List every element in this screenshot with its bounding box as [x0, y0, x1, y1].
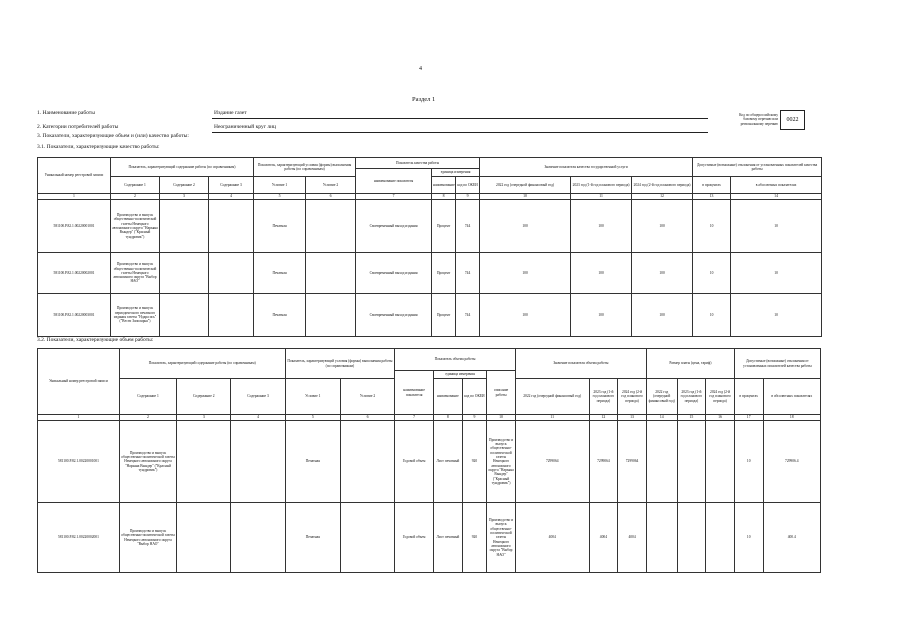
q-indicator: Своевременный выход издания	[356, 200, 432, 253]
table-row	[38, 503, 821, 573]
v-head-unit-name: наименование	[434, 379, 463, 415]
v-price-2022	[646, 503, 677, 573]
v-colnum: 6	[340, 415, 394, 421]
q-head-year1: 2022 год (очередной финансовый год)	[480, 177, 571, 194]
q-head-content-group: Показатель, характеризующий содержание работы (по справочникам)	[111, 158, 254, 177]
q-content3	[209, 253, 254, 294]
q-colnum: 1	[38, 194, 111, 200]
q-colnum: 10	[480, 194, 571, 200]
q-value-2023: 100	[571, 200, 632, 253]
v-head-price3: 2024 год (2-й год планового периода)	[706, 379, 735, 415]
v-head-content2: Содержание 2	[177, 379, 231, 415]
q-value-2024: 100	[632, 253, 693, 294]
q-dev-pct: 10	[693, 200, 731, 253]
v-cond1: Печатная	[285, 503, 340, 573]
v-price-2023	[677, 421, 706, 503]
q-value-2022: 100	[480, 294, 571, 337]
q-dev-abs: 10	[731, 294, 822, 337]
v-colnum: 18	[763, 415, 820, 421]
q-value-2023: 100	[571, 253, 632, 294]
v-head-dev-pct: в процентах	[734, 379, 763, 415]
q-colnum: 13	[693, 194, 731, 200]
q-cond2	[306, 253, 356, 294]
q-head-registry: Уникальный номер реестровой записи	[38, 158, 111, 194]
volume-section-title: 3.2. Показатели, характеризующие объем работы:	[37, 337, 154, 343]
q-value-2024: 100	[632, 200, 693, 253]
v-cond2	[340, 503, 394, 573]
volume-table	[37, 348, 821, 573]
v-value-2024: 4004	[618, 503, 647, 573]
page-number: 4	[419, 66, 422, 72]
v-head-dev-abs: в абсолютных показателях	[763, 379, 820, 415]
q-colnum: 6	[306, 194, 356, 200]
table-row	[38, 294, 822, 337]
v-head-deviation-group: Допустимые (возможные) отклонения от установленных показателей качества работы	[734, 349, 820, 379]
v-price-2024	[706, 503, 735, 573]
v-content1: Производство и выпуск общественно-политической газеты Ненецкого автономного округа "Нарьяна Вындер" ("Красный тундровик")	[119, 421, 176, 503]
v-cond2	[340, 421, 394, 503]
q-content3	[209, 200, 254, 253]
v-colnum: 13	[618, 415, 647, 421]
v-indicator: Годовой объем	[395, 503, 434, 573]
v-head-content3: Содержание 3	[231, 379, 285, 415]
table-row	[38, 200, 822, 253]
q-head-okei: код по ОКЕИ	[456, 177, 480, 194]
v-value-2024: 7299064	[618, 421, 647, 503]
q-colnum: 14	[731, 194, 822, 200]
q-unit: Процент	[432, 200, 456, 253]
q-cond1: Печатная	[254, 294, 306, 337]
v-head-price2: 2023 год (1-й год планового периода)	[677, 379, 706, 415]
v-head-conditions-group: Показатель, характеризующий условия (формы) выполнения работы (по справочникам)	[285, 349, 395, 379]
v-head-cond1: Условие 1	[285, 379, 340, 415]
q-colnum: 2	[111, 194, 160, 200]
v-dev-abs: 400.4	[763, 503, 820, 573]
v-price-2023	[677, 503, 706, 573]
q-value-2024: 100	[632, 294, 693, 337]
v-head-year2: 2023 год (1-й год планового периода)	[589, 379, 618, 415]
q-content1: Производство и выпуск общественно-политической газеты Ненецкого автономного округа "Выбор НАО"	[111, 253, 160, 294]
v-value-2022: 4004	[515, 503, 589, 573]
category-label: 2. Категории потребителей работы	[37, 124, 119, 130]
q-head-content3: Содержание 3	[209, 177, 254, 194]
q-head-values-group: Значение показателя качества государственной услуги	[480, 158, 693, 177]
v-value-2023: 4004	[589, 503, 618, 573]
category-value: Неограниченный круг лиц	[214, 124, 276, 130]
code-box-label: Код по общероссийскому базовому перечню или региональному перечню	[739, 113, 778, 126]
v-work-desc: Производство и выпуск общественно-политической газеты Ненецкого автономного округа "Нарьяна Вындер" ("Красный тундровик")	[487, 421, 516, 503]
q-content1: Производство и выпуск общественно-политической газеты Ненецкого автономного округа "Нарьяна Вындер" ("Красный тундровик")	[111, 200, 160, 253]
v-content2	[177, 421, 231, 503]
q-colnum: 12	[632, 194, 693, 200]
v-colnum: 15	[677, 415, 706, 421]
v-dev-pct: 10	[734, 503, 763, 573]
v-head-work-desc: описание работы	[487, 371, 516, 415]
q-indicator: Своевременный выход издания	[356, 253, 432, 294]
q-content1: Производство и выпуск периодического печатного издания газеты "Ндара ись" ("Вести Заполярья")	[111, 294, 160, 337]
q-value-2022: 100	[480, 200, 571, 253]
category-underline	[212, 132, 708, 133]
q-colnum: 7	[356, 194, 432, 200]
v-colnum: 12	[589, 415, 618, 421]
v-colnum: 4	[231, 415, 285, 421]
q-dev-pct: 10	[693, 294, 731, 337]
v-okei: 920	[462, 503, 487, 573]
v-head-content1: Содержание 1	[119, 379, 176, 415]
work-name-underline	[212, 118, 708, 119]
q-okei: 744	[456, 294, 480, 337]
q-colnum: 8	[432, 194, 456, 200]
v-cond1: Печатная	[285, 421, 340, 503]
q-head-year2: 2023 год (1-й год планового периода)	[571, 177, 632, 194]
q-cond1: Печатная	[254, 200, 306, 253]
v-colnum: 2	[119, 415, 176, 421]
quality-table	[37, 157, 822, 337]
work-name-label: 1. Наименование работы	[37, 110, 95, 116]
q-colnum: 3	[160, 194, 209, 200]
q-head-dev-pct: в процентах	[693, 177, 731, 194]
v-colnum: 17	[734, 415, 763, 421]
q-registry: 581100.Р.82.1.00220001001	[38, 200, 111, 253]
q-head-content2: Содержание 2	[160, 177, 209, 194]
section-title: Раздел 1	[412, 96, 436, 103]
q-head-indicator-name: наименование показателя	[356, 169, 432, 194]
v-colnum: 8	[434, 415, 463, 421]
v-head-okei: код по ОКЕИ	[462, 379, 487, 415]
v-price-2022	[646, 421, 677, 503]
v-indicator: Годовой объем	[395, 421, 434, 503]
v-colnum: 7	[395, 415, 434, 421]
v-work-desc: Производство и выпуск общественно-политической газеты Ненецкого автономного округа "Выбор НАО"	[487, 503, 516, 573]
q-value-2022: 100	[480, 253, 571, 294]
v-head-registry: Уникальный номер реестровой записи	[38, 349, 120, 415]
v-content1: Производство и выпуск общественно-политической газеты Ненецкого автономного округа "Выбор НАО"	[119, 503, 176, 573]
q-head-conditions-group: Показатель, характеризующий условия (формы) выполнения работы (по справочникам)	[254, 158, 356, 177]
q-colnum: 5	[254, 194, 306, 200]
q-dev-pct: 10	[693, 253, 731, 294]
v-unit: Лист печатный	[434, 503, 463, 573]
table-row	[38, 421, 821, 503]
code-box: 0022	[780, 110, 805, 130]
v-value-2023: 7299064	[589, 421, 618, 503]
v-content2	[177, 503, 231, 573]
q-okei: 744	[456, 200, 480, 253]
v-colnum: 11	[515, 415, 589, 421]
v-colnum: 10	[487, 415, 516, 421]
q-value-2023: 100	[571, 294, 632, 337]
v-head-year3: 2024 год (2-й год планового периода)	[618, 379, 647, 415]
v-colnum: 5	[285, 415, 340, 421]
v-colnum: 16	[706, 415, 735, 421]
v-price-2024	[706, 421, 735, 503]
v-content3	[231, 503, 285, 573]
q-head-content1: Содержание 1	[111, 177, 160, 194]
v-head-volume-group: Показатель объема работы	[395, 349, 516, 371]
v-colnum: 14	[646, 415, 677, 421]
q-content2	[160, 253, 209, 294]
v-dev-abs: 729906.4	[763, 421, 820, 503]
quality-section-title: 3.1. Показатели, характеризующие качество работы:	[37, 144, 160, 150]
q-colnum: 11	[571, 194, 632, 200]
v-colnum: 9	[462, 415, 487, 421]
v-content3	[231, 421, 285, 503]
work-name-value: Издание газет	[214, 110, 247, 116]
q-dev-abs: 10	[731, 253, 822, 294]
q-content2	[160, 294, 209, 337]
q-head-unit-name: наименование	[432, 177, 456, 194]
q-content2	[160, 200, 209, 253]
q-registry: 581100.Р.82.1.00220002001	[38, 253, 111, 294]
q-head-unit-group: единица измерения	[432, 169, 480, 177]
q-colnum: 4	[209, 194, 254, 200]
q-head-quality-group: Показатель качества работы	[356, 158, 480, 169]
q-cond1: Печатная	[254, 253, 306, 294]
q-unit: Процент	[432, 294, 456, 337]
v-head-values-group: Значение показателя объема работы	[515, 349, 646, 379]
v-unit: Лист печатный	[434, 421, 463, 503]
v-head-unit-group: единица измерения	[434, 371, 487, 379]
q-content3	[209, 294, 254, 337]
table-row	[38, 253, 822, 294]
q-head-dev-abs: в абсолютных показателях	[731, 177, 822, 194]
q-okei: 744	[456, 253, 480, 294]
v-head-year1: 2022 год (очередной финансовый год)	[515, 379, 589, 415]
v-value-2022: 7299064	[515, 421, 589, 503]
v-head-content-group: Показатель, характеризующий содержание работы (по справочникам)	[119, 349, 285, 379]
q-head-cond2: Условие 2	[306, 177, 356, 194]
v-head-indicator-name: наименование показателя	[395, 371, 434, 415]
v-colnum: 3	[177, 415, 231, 421]
indicators-label: 3. Показатели, характеризующие объем и (или) качество работы:	[37, 133, 189, 139]
v-registry: 581100.Р.82.1.00220001001	[38, 421, 120, 503]
q-head-year3: 2024 год (2-й год планового периода)	[632, 177, 693, 194]
q-indicator: Своевременный выход издания	[356, 294, 432, 337]
v-colnum: 1	[38, 415, 120, 421]
q-registry: 581100.Р.82.1.00220003001	[38, 294, 111, 337]
v-head-cond2: Условие 2	[340, 379, 394, 415]
v-okei: 920	[462, 421, 487, 503]
v-head-price1: 2022 год (очередной финансовый год)	[646, 379, 677, 415]
v-dev-pct: 10	[734, 421, 763, 503]
v-head-price-group: Размер платы (цена, тариф)	[646, 349, 734, 379]
q-cond2	[306, 294, 356, 337]
q-head-deviation-group: Допустимые (возможные) отклонения от установленных показателей качества работы	[693, 158, 822, 177]
q-dev-abs: 10	[731, 200, 822, 253]
v-registry: 581100.Р.82.1.00220002001	[38, 503, 120, 573]
q-unit: Процент	[432, 253, 456, 294]
q-cond2	[306, 200, 356, 253]
q-head-cond1: Условие 1	[254, 177, 306, 194]
q-colnum: 9	[456, 194, 480, 200]
